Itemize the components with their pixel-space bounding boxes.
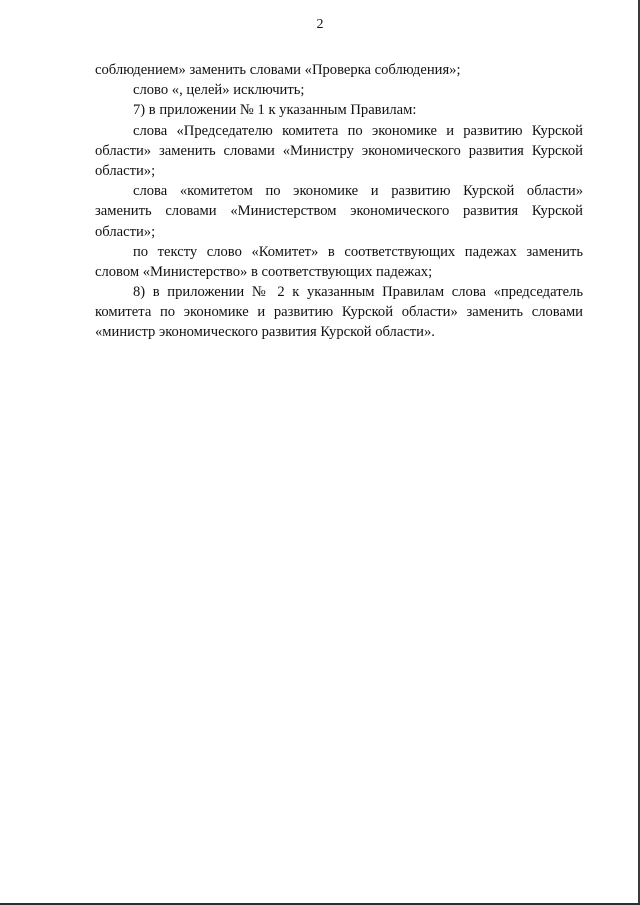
body-line: комитета по экономике и развитию Курской области» заменить словами [95,304,583,321]
body-line: заменить словами «Министерством экономического развития Курской [95,203,583,220]
body-line: по тексту слово «Комитет» в соответствующих падежах заменить [133,243,583,260]
body-line: 7) в приложении № 1 к указанным Правилам: [133,102,417,119]
page-number: 2 [316,17,324,32]
body-line: соблюдением» заменить словами «Проверка соблюдения»; [95,62,461,78]
body-line: слово «, целей» исключить; [133,82,305,99]
document-body [95,60,583,343]
body-line: словом «Министерство» в соответствующих падежах; [95,263,433,280]
body-line: слова «Председателю комитета по экономике и развитию Курской [133,122,583,139]
body-line: области» заменить словами «Министру экономического развития Курской [95,142,583,159]
body-line: «министр экономического развития Курской области». [95,324,435,341]
body-line: 8) в приложении № 2 к указанным Правилам слова «председатель [133,284,583,301]
body-line: слова «комитетом по экономике и развитию Курской области» [133,183,583,200]
body-line: области»; [95,162,156,179]
body-line: области»; [95,223,156,240]
